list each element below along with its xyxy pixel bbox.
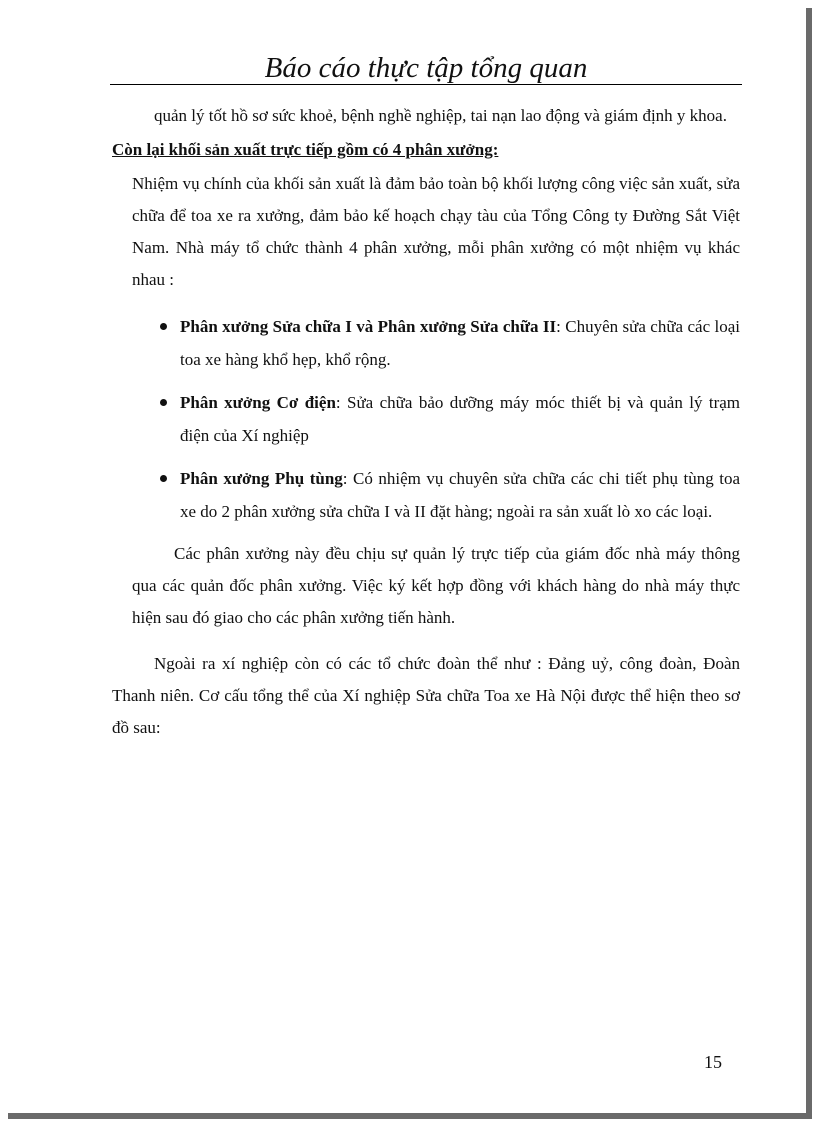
page-number: 15	[704, 1052, 722, 1072]
bullet-text: : Có nhiệm vụ chuyên sửa chữa các chi tiết phụ tùng toa xe do 2 phân xưởng sửa chữa I và II đặt hàng; ngoài ra sản xuất lò xo các loại.	[180, 469, 740, 521]
list-item	[160, 310, 740, 376]
header-divider	[110, 84, 742, 85]
bullet-title: Phân xưởng Cơ điện	[180, 393, 336, 412]
workshop-list	[112, 310, 740, 528]
page-border-right	[806, 8, 812, 1115]
bullet-title: Phân xưởng Phụ tùng	[180, 469, 343, 488]
bullet-icon	[160, 399, 167, 406]
bullet-text: : Sửa chữa bảo dưỡng máy móc thiết bị và quản lý trạm điện của Xí nghiệp	[180, 393, 741, 445]
list-item	[160, 386, 740, 452]
paragraph-organizations: Ngoài ra xí nghiệp còn có các tổ chức đoàn thể như : Đảng uỷ, công đoàn, Đoàn Thanh niên. Cơ cấu tổng thể của Xí nghiệp Sửa chữa Toa xe Hà Nội được thể hiện theo sơ đồ sau:	[112, 654, 740, 737]
bullet-text: : Chuyên sửa chữa các loại toa xe hàng khổ hẹp, khổ rộng.	[180, 317, 740, 369]
paragraph-tasks: Nhiệm vụ chính của khối sản xuất là đảm bảo toàn bộ khối lượng công việc sản xuất, sửa chữa để toa xe ra xưởng, đảm bảo kế hoạch chạy tàu của Tổng Công ty Đường Sắt Việt Nam. Nhà máy tổ chức thành 4 phân xưởng, mỗi phân xưởng có một nhiệm vụ khác nhau :	[132, 174, 740, 289]
header-title: Báo cáo thực tập tổng quan	[264, 52, 588, 84]
bullet-icon	[160, 475, 167, 482]
section-heading: Còn lại khối sản xuất trực tiếp gồm có 4 phân xưởng:	[112, 140, 499, 159]
bullet-title: Phân xưởng Sửa chữa I và Phân xưởng Sửa chữa II	[180, 317, 557, 336]
paragraph-intro: quản lý tốt hồ sơ sức khoẻ, bệnh nghề nghiệp, tai nạn lao động và giám định y khoa.	[154, 106, 727, 125]
bullet-icon	[160, 323, 167, 330]
paragraph-management: Các phân xưởng này đều chịu sự quản lý trực tiếp của giám đốc nhà máy thông qua các quản đốc phân xưởng. Việc ký kết hợp đồng với khách hàng do nhà máy thực hiện sau đó giao cho các phân xưởng tiến hành.	[132, 544, 740, 627]
document-body	[112, 100, 740, 744]
page-border-bottom	[8, 1113, 812, 1119]
list-item	[160, 462, 740, 528]
